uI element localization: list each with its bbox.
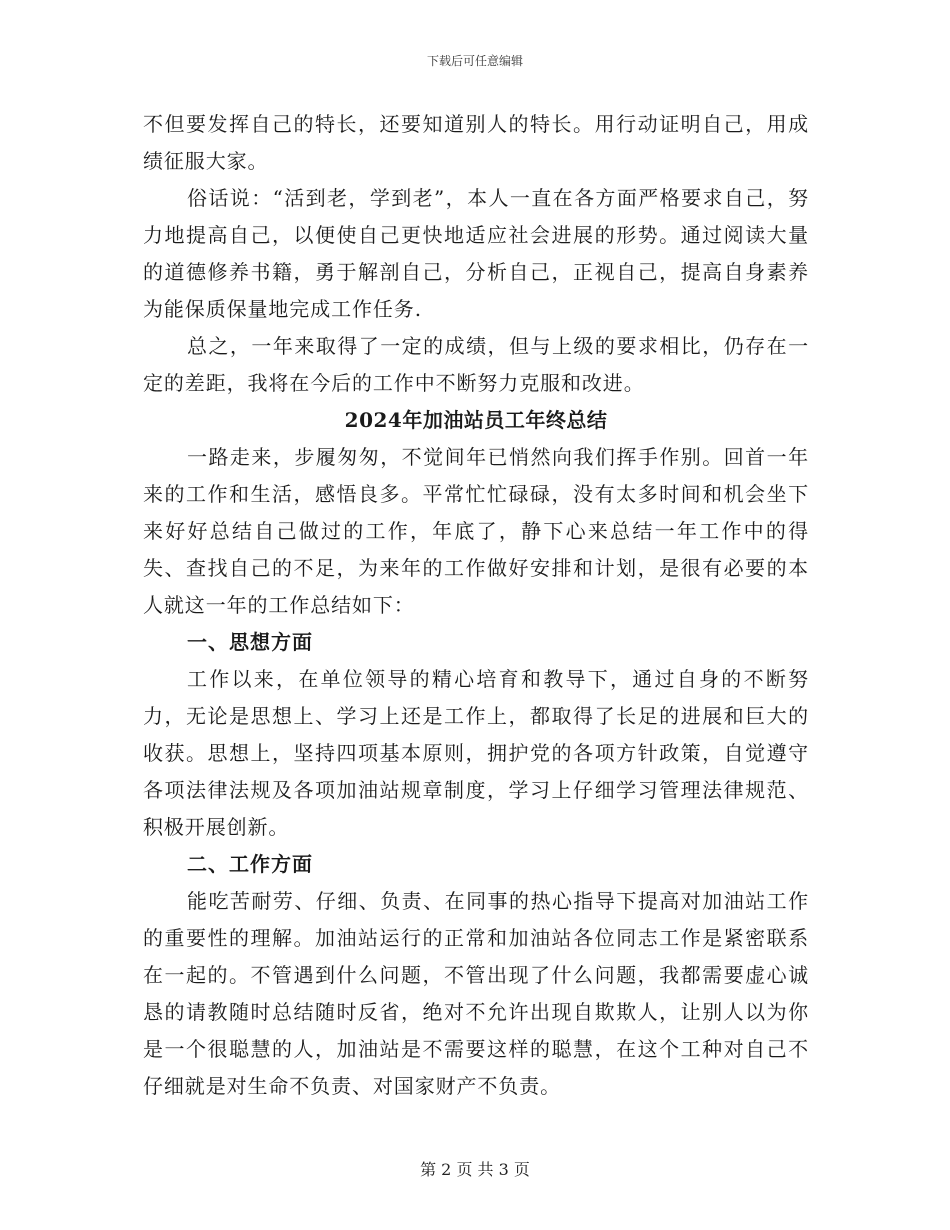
document-body	[143, 106, 809, 1105]
page-header: 下载后可任意编辑	[426, 54, 523, 68]
paragraph-continued: 不但要发挥自己的特长，还要知道别人的特长。用行动证明自己，用成绩征服大家。	[143, 112, 809, 173]
document-title: 2024年加油站员工年终总结	[344, 408, 608, 432]
paragraph-thought: 工作以来，在单位领导的精心培育和教导下，通过自身的不断努力，无论是思想上、学习上还是工作上，都取得了长足的进展和巨大的收获。思想上，坚持四项基本原则，拥护党的各项方针政策，自觉遵守各项法律法规及各项加油站规章制度，学习上仔细学习管理法律规范、积极开展创新。	[143, 667, 809, 839]
page-footer: 第 2 页 共 3 页	[420, 1160, 530, 1179]
paragraph-intro: 一路走来，步履匆匆，不觉间年已悄然向我们挥手作别。回首一年来的工作和生活，感悟良多。平常忙忙碌碌，没有太多时间和机会坐下来好好总结自己做过的工作，年底了，静下心来总结一年工作中的得失、查找自己的不足，为来年的工作做好安排和计划，是很有必要的本人就这一年的工作总结如下：	[143, 445, 809, 617]
section-heading-thought: 一、思想方面	[187, 630, 313, 654]
paragraph-self-improvement: 俗话说：“活到老，学到老”，本人一直在各方面严格要求自己，努力地提高自己，以便使自己更快地适应社会进展的形势。通过阅读大量的道德修养书籍，勇于解剖自己，分析自己，正视自己，提高自身素养为能保质保量地完成工作任务.	[143, 186, 809, 321]
paragraph-work: 能吃苦耐劳、仔细、负责、在同事的热心指导下提高对加油站工作的重要性的理解。加油站运行的正常和加油站各位同志工作是紧密联系在一起的。不管遇到什么问题，不管出现了什么问题，我都需要虚心诚恳的请教随时总结随时反省，绝对不允许出现自欺欺人，让别人以为你是一个很聪慧的人，加油站是不需要这样的聪慧，在这个工种对自己不仔细就是对生命不负责、对国家财产不负责。	[143, 889, 809, 1098]
section-heading-work: 二、工作方面	[187, 852, 313, 876]
paragraph-conclusion: 总之，一年来取得了一定的成绩，但与上级的要求相比，仍存在一定的差距，我将在今后的工作中不断努力克服和改进。	[143, 334, 809, 395]
